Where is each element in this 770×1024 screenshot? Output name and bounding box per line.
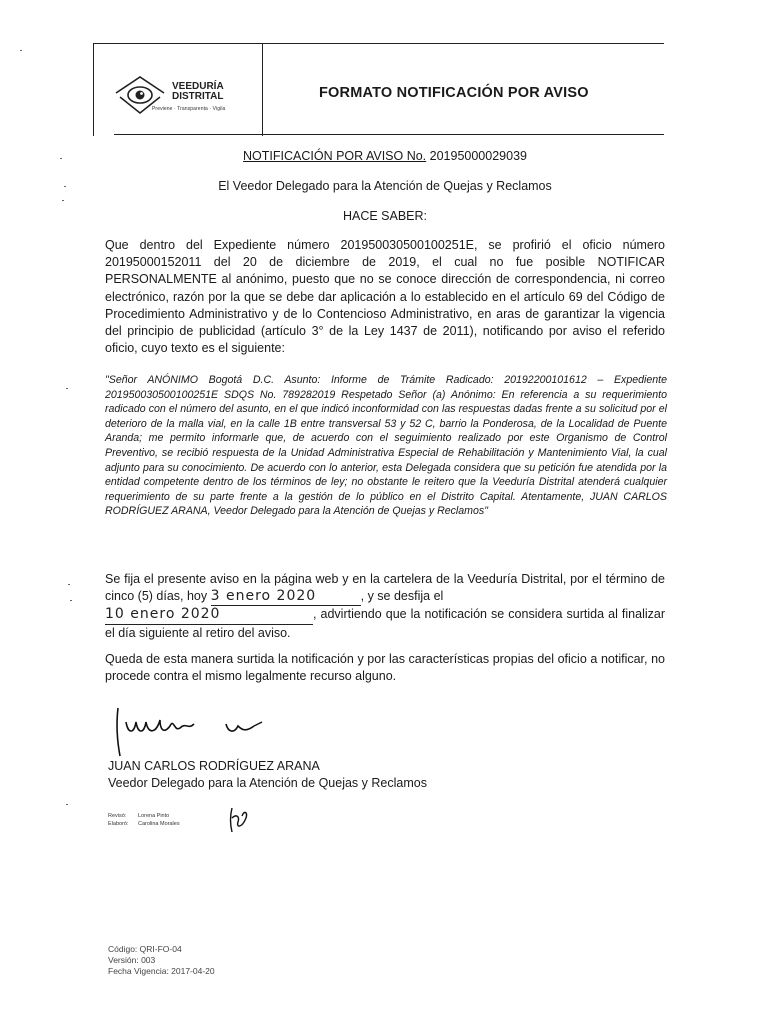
form-version: Versión: 003 <box>108 955 156 965</box>
reviewer-initials <box>226 804 252 834</box>
signer-role: Veedor Delegado para la Atención de Quejas y Reclamos <box>108 776 427 790</box>
issuer-line: El Veedor Delegado para la Atención de Quejas y Reclamos <box>218 179 552 193</box>
scan-speck <box>64 186 66 187</box>
review-block <box>108 812 180 828</box>
notice-title-label: NOTIFICACIÓN POR AVISO No. <box>243 149 427 163</box>
scan-speck <box>70 600 72 601</box>
notice-number: 20195000029039 <box>429 149 527 163</box>
logo-name-line2: DISTRITAL <box>172 91 224 102</box>
posting-text-2: , y se desfija el <box>360 589 444 604</box>
scan-speck <box>62 200 64 201</box>
signer-name: JUAN CARLOS RODRÍGUEZ ARANA <box>108 759 320 773</box>
unfix-date-handwritten: 10 enero 2020 <box>105 606 221 623</box>
scan-speck <box>20 50 22 51</box>
posting-text-3: , advirtiendo que la notificación se considera surtida al finalizar el día siguiente al retiro del aviso. <box>105 607 665 640</box>
notice-title <box>0 149 770 163</box>
prepared-name: Carolina Morales <box>138 821 180 827</box>
quoted-oficio: "Señor ANÓNIMO Bogotá D.C. Asunto: Informe de Trámite Radicado: 20192200101612 – Expediente 201950030500100251E SDQS No. 789282019 Respetado Señor (a) Anónimo: En referencia a su requerimiento radicado con el número del asunto, en el que indicó inconformidad con las respuestas dadas frente a su solicitud por el deterioro de la malla vial, en la calle 1B entre transversal 53 y 52 C, barrio la Ponderosa, de la Localidad de Puente Aranda; me permito informarle que, de acuerdo con el seguimiento realizado por este Organismo de Control Preventivo, se recibió respuesta de la Unidad Administrativa Especial de Rehabilitación y Mantenimiento Vial, la cual adjunto para su conocimiento. De acuerdo con lo anterior, esta Delegada considera que su petición fue atendida por la entidad competente dentro de los términos de ley; no obstante le reitero que la Veeduría Distrital atenderá cualquier requerimiento de su parte frente a la gestión de lo público en el Distrito Capital. Atentamente, JUAN CARLOS RODRÍGUEZ ARANA, Veedor Delegado para la Atención de Quejas y Reclamos" <box>105 374 667 518</box>
posting-paragraph <box>105 571 665 642</box>
reviewed-label: Revisó: <box>108 813 127 819</box>
hace-saber: HACE SABER: <box>342 209 428 223</box>
reviewed-name: Lorena Pinto <box>138 813 170 819</box>
handwritten-signature <box>108 700 278 760</box>
form-footer <box>108 944 215 977</box>
document-header <box>93 43 664 136</box>
unfix-date-blank <box>105 606 313 624</box>
logo-name-line1: VEEDURÍA <box>172 81 224 92</box>
scan-speck <box>60 158 62 159</box>
form-validity-date: Fecha Vigencia: 2017-04-20 <box>108 966 215 976</box>
fix-date-blank <box>211 588 361 606</box>
closing-paragraph: Queda de esta manera surtida la notificación y por las características propias del oficio a notificar, no procede contra el mismo legalmente recurso alguno. <box>105 652 665 684</box>
logo-tagline: Previene · Transparenta · Vigila <box>152 106 226 112</box>
intro-paragraph: Que dentro del Expediente número 201950030500100251E, se profirió el oficio número 20195000152011 del 20 de diciembre de 2019, el cual no fue posible NOTIFICAR PERSONALMENTE al anónimo, puesto que no se conoce dirección de correspondencia, ni correo electrónico, razón por la que se debe dar aplicación a lo establecido en el artículo 69 del Código de Procedimiento Administrativo y de lo Contencioso Administrativo, en aras de garantizar la vigencia del principio de publicidad (artículo 3° de la Ley 1437 de 2011), notificando por aviso el referido oficio, cuyo texto es el siguiente: <box>105 238 665 356</box>
signer-block <box>108 758 427 792</box>
scan-speck <box>68 584 70 585</box>
logo-name <box>172 82 224 102</box>
posting-text-1: Se fija el presente aviso en la página web y en la cartelera de la Veeduría Distrital, por el término de cinco (5) días, hoy <box>105 572 665 604</box>
document-title: FORMATO NOTIFICACIÓN POR AVISO <box>319 85 589 101</box>
header-bottom-rule <box>114 134 664 135</box>
form-code: Código: QRI-FO-04 <box>108 944 182 954</box>
prepared-label: Elaboró: <box>108 821 129 827</box>
fix-date-handwritten: 3 enero 2020 <box>210 588 317 605</box>
scan-speck <box>66 804 68 805</box>
scan-speck <box>66 388 68 389</box>
